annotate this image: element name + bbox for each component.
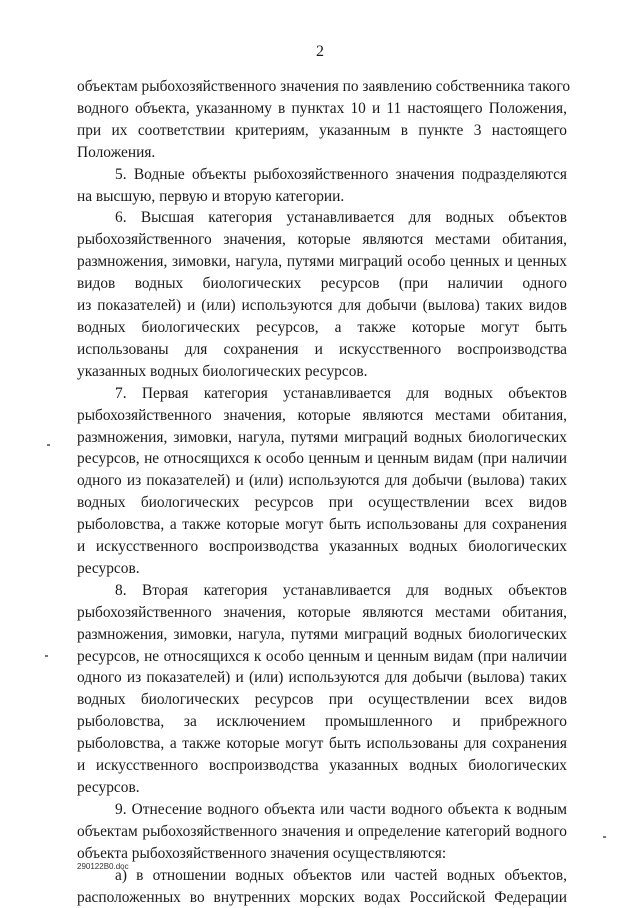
page-number: 2 [316, 43, 324, 60]
paragraph [77, 865, 567, 908]
text-line: ресурсов. [77, 559, 140, 577]
scan-mark [47, 444, 50, 446]
paragraph [77, 76, 571, 164]
paragraph [77, 207, 567, 382]
text-line: объекта рыбохозяйственного значения осуществляются: [77, 844, 447, 862]
text-line: рыболовства, а также которые могут быть использованы для сохранения [77, 735, 567, 753]
text-line: водных биологических ресурсов при осуществлении всех видов [77, 691, 567, 709]
text-line: из показателей) и (или) используются для добычи (вылова) таких видов [77, 297, 567, 315]
text-line: и искусственного воспроизводства указанных водных биологических [77, 757, 567, 775]
document-body [77, 76, 571, 908]
text-line: размножения, зимовки, нагула, путями миграций особо ценных и ценных [77, 253, 567, 271]
scan-mark [603, 836, 606, 838]
text-line: объектам рыбохозяйственного значения по заявлению собственника такого [77, 78, 571, 95]
text-line: а) в отношении водных объектов или частей водных объектов, [115, 866, 567, 884]
text-line: размножения, зимовки, нагула, путями миграций водных биологических [77, 428, 567, 446]
text-line: рыбохозяйственного значения, которые являются местами обитания, [77, 406, 567, 424]
text-line: водных биологических ресурсов, а также которые могут быть [77, 318, 567, 336]
text-line: водного объекта, указанному в пунктах 10 и 11 настоящего Положения, [77, 99, 567, 117]
text-line: размножения, зимовки, нагула, путями миграций водных биологических [77, 625, 567, 643]
text-line: ресурсов. [77, 779, 140, 796]
paragraph [77, 799, 567, 865]
text-line: рыбохозяйственного значения, которые являются местами обитания, [77, 603, 567, 621]
text-line: одного из показателей) и (или) используются для добычи (вылова) таких [77, 472, 567, 490]
paragraph [77, 164, 567, 208]
text-line: Положения. [77, 143, 156, 161]
paragraph [77, 580, 567, 799]
text-line: ресурсов, не относящихся к особо ценным и ценным видам (при наличии [77, 450, 567, 468]
paragraph [77, 383, 567, 580]
text-line: видов водных биологических ресурсов (при наличии одного [77, 275, 567, 293]
text-line: 7. Первая категория устанавливается для водных объектов [115, 384, 567, 402]
text-line: расположенных во внутренних морских водах Российской Федерации [77, 888, 567, 906]
text-line: рыбохозяйственного значения, которые являются местами обитания, [77, 231, 567, 249]
text-line: 8. Вторая категория устанавливается для водных объектов [115, 581, 567, 599]
footer-filename: 290122В0.doc [77, 862, 129, 871]
text-line: использованы для сохранения и искусственного воспроизводства [77, 340, 567, 358]
text-line: ресурсов, не относящихся к особо ценным и ценным видам (при наличии [77, 647, 567, 665]
text-line: рыболовства, за исключением промышленного и прибрежного [77, 713, 567, 731]
text-line: 6. Высшая категория устанавливается для водных объектов [115, 209, 567, 227]
text-line: 9. Отнесение водного объекта или части водного объекта к водным [115, 800, 567, 818]
text-line: одного из показателей) и (или) используются для добычи (вылова) таких [77, 669, 567, 687]
scan-mark [45, 655, 48, 657]
text-line: 5. Водные объекты рыбохозяйственного значения подразделяются [115, 165, 567, 183]
text-line: указанных водных биологических ресурсов. [77, 362, 368, 380]
text-line: объектам рыбохозяйственного значения и определение категорий водного [77, 822, 567, 840]
text-line: при их соответствии критериям, указанным в пункте 3 настоящего [77, 121, 567, 139]
text-line: на высшую, первую и вторую категории. [77, 187, 345, 205]
text-line: рыболовства, а также которые могут быть использованы для сохранения [77, 516, 567, 534]
text-line: водных биологических ресурсов при осуществлении всех видов [77, 494, 567, 512]
text-line: и искусственного воспроизводства указанных водных биологических [77, 538, 567, 556]
